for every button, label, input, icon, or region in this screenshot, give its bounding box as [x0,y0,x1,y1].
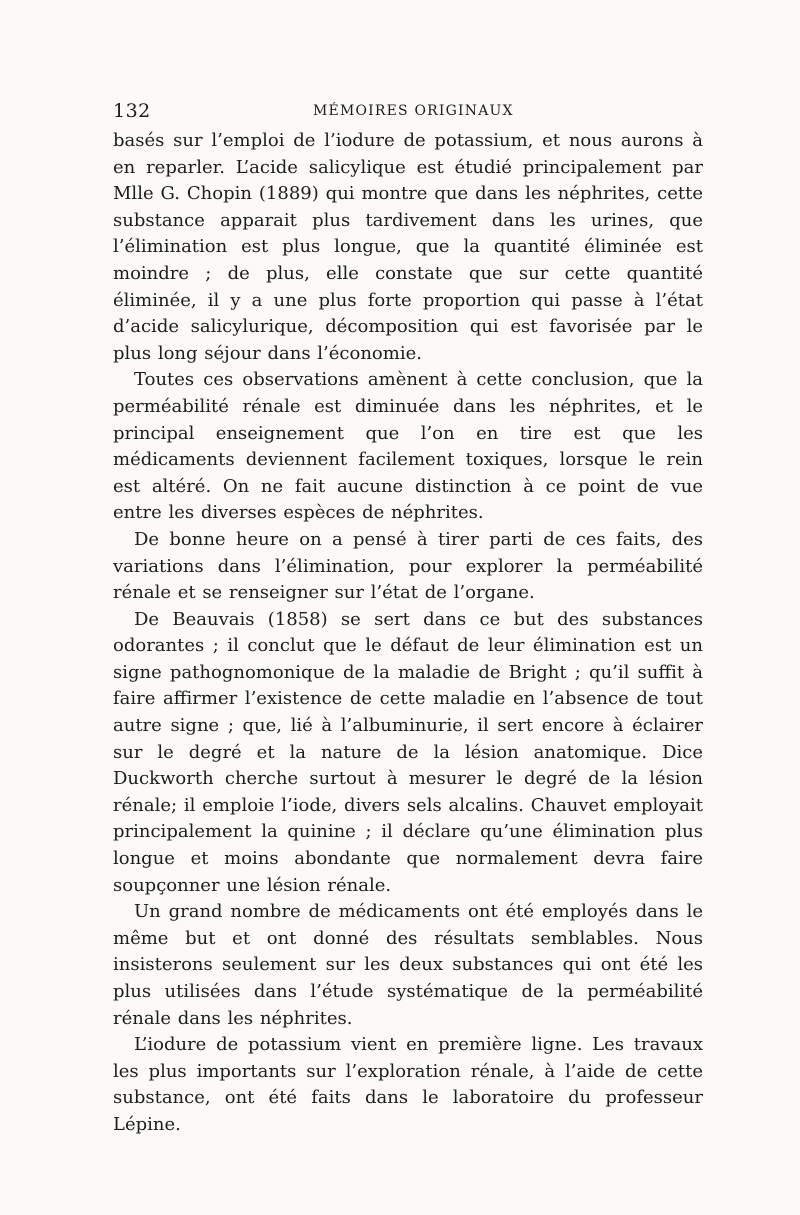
paragraph: L’iodure de potassium vient en première ligne. Les travaux les plus importants sur l’exploration rénale, à l’aide de cette substance, ont été faits dans le laboratoire du professeur Lépine. [113,1034,703,1135]
running-title: MÉMOIRES ORIGINAUX [313,103,514,119]
paragraph-continuation: basés sur l’emploi de l’iodure de potassium, et nous aurons à en reparler. L’acide salicylique est étudié principalement par Mlle G. Chopin (1889) qui montre que dans les néphrites, cette substance apparait plus tardivement dans les urines, que l’élimination est plus longue, que la quantité éliminée est moindre ; de plus, elle constate que sur cette quantité éliminée, il y a une plus forte proportion qui passe à l’état d’acide salicylurique, décomposition qui est favorisée par le plus long séjour dans l’économie. [113,130,703,364]
body-text [113,128,703,1139]
paragraph: De bonne heure on a pensé à tirer parti de ces faits, des variations dans l’élimination, pour explorer la perméabilité rénale et se renseigner sur l’état de l’organe. [113,528,703,604]
page-number: 132 [113,100,151,122]
paragraph: Toutes ces observations amènent à cette conclusion, que la perméabilité rénale est diminuée dans les néphrites, et le principal enseignement que l’on en tire est que les médicaments deviennent facilement toxiques, lorsque le rein est altéré. On ne fait aucune distinction à ce point de vue entre les diverses espèces de néphrites. [113,369,703,524]
paragraph: De Beauvais (1858) se sert dans ce but des substances odorantes ; il conclut que le défaut de leur élimination est un signe pathognomonique de la maladie de Bright ; qu’il suffit à faire affirmer l’existence de cette maladie en l’absence de tout autre signe ; que, lié à l’albuminurie, il sert encore à éclairer sur le degré et la nature de la lésion anatomique. Dice Duckworth cherche surtout à mesurer le degré de la lésion rénale; il emploie l’iode, divers sels alcalins. Chauvet employait principalement la quinine ; il déclare qu’une élimination plus longue et moins abondante que normalement devra faire soupçonner une lésion rénale. [113,608,703,896]
paragraph: Un grand nombre de médicaments ont été employés dans le même but et ont donné des résultats semblables. Nous insisterons seulement sur les deux substances qui ont été les plus utilisées dans l’étude systématique de la perméabilité rénale dans les néphrites. [113,901,703,1029]
page-header [113,100,703,124]
